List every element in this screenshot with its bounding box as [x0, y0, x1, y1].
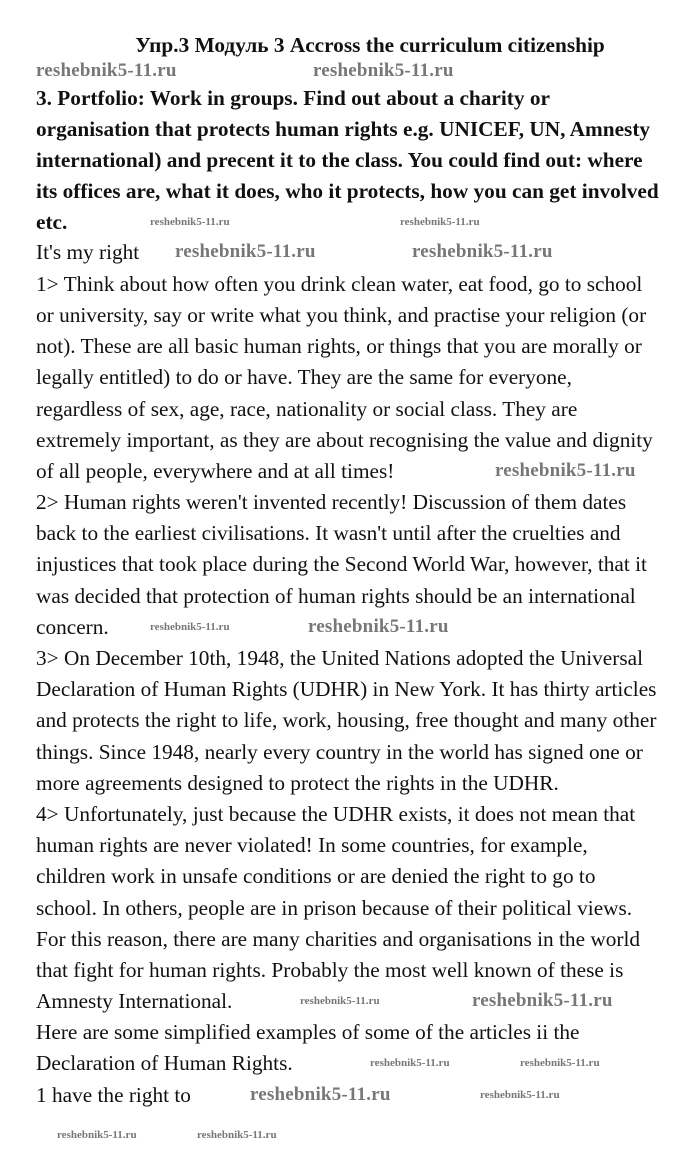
watermark: reshebnik5-11.ru	[150, 216, 230, 228]
body-line: that fight for human rights. Probably the most well known of these is	[36, 958, 624, 982]
body-line: school. In others, people are in prison because of their political views.	[36, 896, 633, 920]
task-line: 3. Portfolio: Work in groups. Find out about a charity or	[36, 86, 550, 110]
watermark: reshebnik5-11.ru	[520, 1057, 600, 1069]
watermark: reshebnik5-11.ru	[150, 621, 230, 633]
task-line: international) and precent it to the class. You could find out: where	[36, 148, 643, 172]
watermark: reshebnik5-11.ru	[250, 1084, 391, 1105]
body-line: 4> Unfortunately, just because the UDHR exists, it does not mean that	[36, 802, 636, 826]
body-line: and protects the right to life, work, housing, free thought and many other	[36, 708, 657, 732]
body-line: concern.	[36, 615, 109, 639]
body-line: For this reason, there are many charities and organisations in the world	[36, 927, 641, 951]
body-line: 1 have the right to	[36, 1083, 191, 1107]
body-line: Amnesty International.	[36, 989, 233, 1013]
body-line: 3> On December 10th, 1948, the United Nations adopted the Universal	[36, 646, 643, 670]
section-subtitle: It's my right	[36, 240, 140, 264]
body-line: of all people, everywhere and at all times!	[36, 459, 395, 483]
body-line: not). These are all basic human rights, or things that you are morally or	[36, 334, 642, 358]
body-line: more agreements designed to protect the rights in the UDHR.	[36, 771, 559, 795]
watermark: reshebnik5-11.ru	[313, 60, 454, 81]
task-line: its offices are, what it does, who it protects, how you can get involved	[36, 179, 659, 203]
watermark: reshebnik5-11.ru	[370, 1057, 450, 1069]
body-line: Here are some simplified examples of some of the articles ii the	[36, 1020, 580, 1044]
body-line: 1> Think about how often you drink clean water, eat food, go to school	[36, 272, 643, 296]
body-line: legally entitled) to do or have. They are the same for everyone,	[36, 365, 572, 389]
task-line: organisation that protects human rights e.g. UNICEF, UN, Amnesty	[36, 117, 651, 141]
body-line: Declaration of Human Rights.	[36, 1051, 293, 1075]
body-line: children work in unsafe conditions or are denied the right to go to	[36, 864, 596, 888]
watermark: reshebnik5-11.ru	[472, 990, 613, 1011]
body-line: regardless of sex, age, race, nationality or social class. They are	[36, 397, 578, 421]
body-line: 2> Human rights weren't invented recently! Discussion of them dates	[36, 490, 627, 514]
watermark: reshebnik5-11.ru	[300, 995, 380, 1007]
watermark: reshebnik5-11.ru	[400, 216, 480, 228]
body-line: injustices that took place during the Second World War, however, that it	[36, 552, 647, 576]
watermark: reshebnik5-11.ru	[308, 616, 449, 637]
body-line: or university, say or write what you think, and practise your religion (or	[36, 303, 647, 327]
task-line: etc.	[36, 210, 68, 234]
watermark: reshebnik5-11.ru	[57, 1129, 137, 1141]
watermark: reshebnik5-11.ru	[175, 241, 316, 262]
body-line: things. Since 1948, nearly every country in the world has signed one or	[36, 740, 643, 764]
watermark: reshebnik5-11.ru	[197, 1129, 277, 1141]
watermark: reshebnik5-11.ru	[412, 241, 553, 262]
body-line: extremely important, as they are about recognising the value and dignity	[36, 428, 653, 452]
body-line: Declaration of Human Rights (UDHR) in New York. It has thirty articles	[36, 677, 657, 701]
watermark: reshebnik5-11.ru	[480, 1089, 560, 1101]
watermark: reshebnik5-11.ru	[495, 460, 636, 481]
body-line: back to the earliest civilisations. It wasn't until after the cruelties and	[36, 521, 621, 545]
page-title: Упр.3 Модуль 3 Accross the curriculum citizenship	[135, 33, 605, 57]
body-line: human rights are never violated! In some countries, for example,	[36, 833, 588, 857]
body-line: was decided that protection of human rights should be an international	[36, 584, 636, 608]
watermark: reshebnik5-11.ru	[36, 60, 177, 81]
